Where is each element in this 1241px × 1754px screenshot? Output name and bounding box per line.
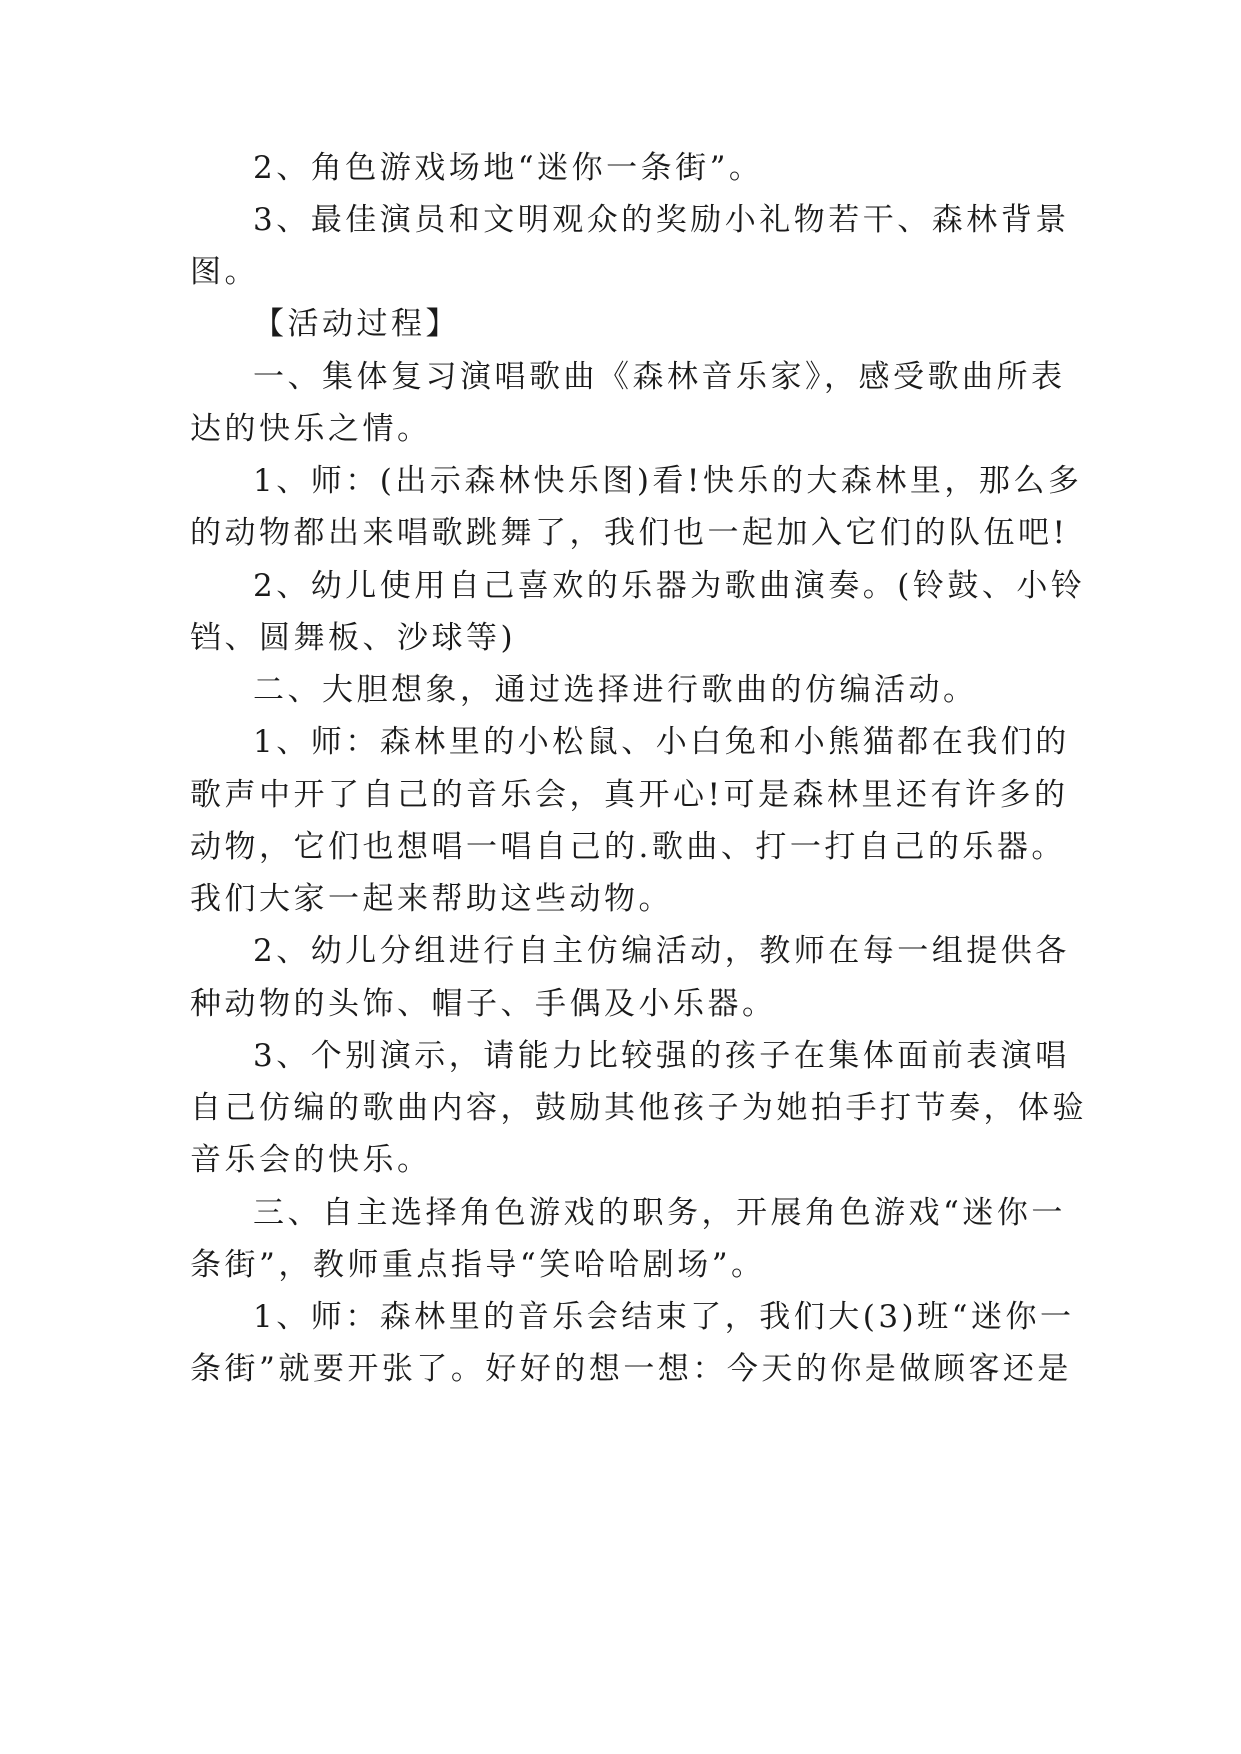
paragraph-line: 1、师：(出示森林快乐图)看!快乐的大森林里，那么多 [253,463,1083,499]
section-heading: 【活动过程】 [253,306,460,342]
paragraph-line: 3、最佳演员和文明观众的奖励小礼物若干、森林背景 [253,202,1070,238]
paragraph-line: 3、个别演示，请能力比较强的孩子在集体面前表演唱 [253,1038,1070,1074]
paragraph-line: 达的快乐之情。 [190,411,432,447]
paragraph-line: 动物，它们也想唱一唱自己的.歌曲、打一打自己的乐器。 [190,829,1066,865]
paragraph-line: 图。 [190,254,259,290]
paragraph-line: 歌声中开了自己的音乐会，真开心!可是森林里还有许多的 [190,777,1069,813]
paragraph-line: 2、幼儿使用自己喜欢的乐器为歌曲演奏。(铃鼓、小铃 [253,568,1086,604]
paragraph-line: 1、师：森林里的小松鼠、小白兔和小熊猫都在我们的 [253,724,1070,760]
paragraph-line: 音乐会的快乐。 [190,1142,432,1178]
paragraph-line: 1、师：森林里的音乐会结束了，我们大(3)班“迷你一 [253,1299,1075,1335]
paragraph-line: 条街”就要开张了。好好的想一想：今天的你是做顾客还是 [190,1351,1072,1387]
paragraph-line: 种动物的头饰、帽子、手偶及小乐器。 [190,986,777,1022]
paragraph-line: 铛、圆舞板、沙球等) [190,620,517,656]
paragraph-line: 条街”，教师重点指导“笑哈哈剧场”。 [190,1247,766,1283]
paragraph-line: 我们大家一起来帮助这些动物。 [190,881,673,917]
paragraph-line: 一、集体复习演唱歌曲《森林音乐家》，感受歌曲所表 [253,359,1066,395]
paragraph-line: 自己仿编的歌曲内容，鼓励其他孩子为她拍手打节奏，体验 [190,1090,1087,1126]
paragraph-line: 2、幼儿分组进行自主仿编活动，教师在每一组提供各 [253,933,1070,969]
paragraph-line: 三、自主选择角色游戏的职务，开展角色游戏“迷你一 [253,1195,1066,1231]
paragraph-line: 的动物都出来唱歌跳舞了，我们也一起加入它们的队伍吧! [190,515,1069,551]
paragraph-line: 二、大胆想象，通过选择进行歌曲的仿编活动。 [253,672,978,708]
paragraph-line: 2、角色游戏场地“迷你一条街”。 [253,150,764,186]
